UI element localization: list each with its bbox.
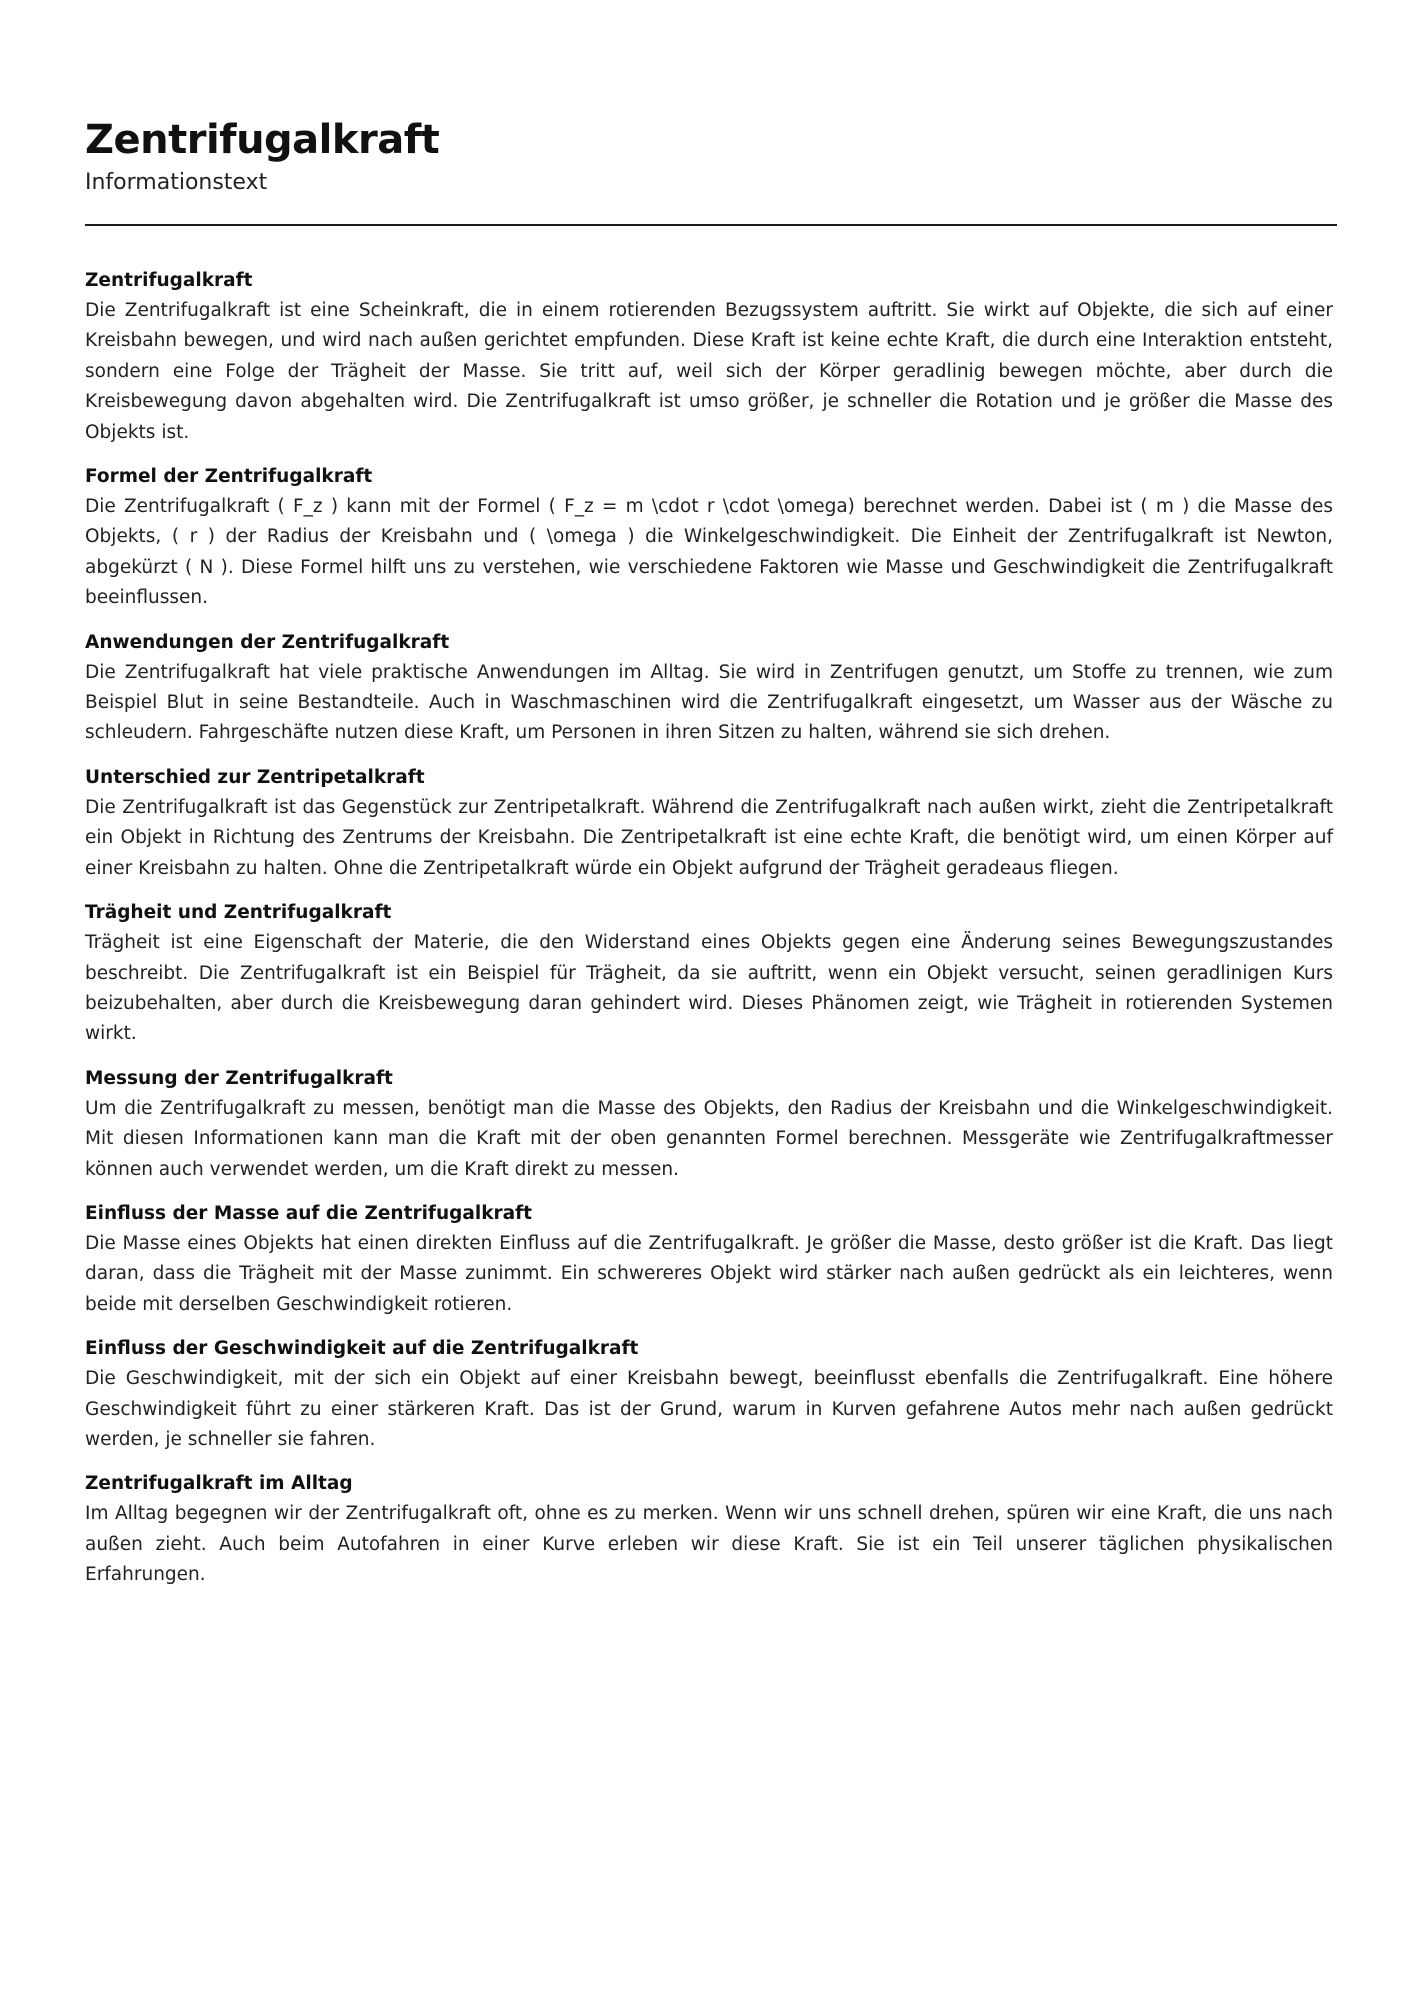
section-einfluss-geschwindigkeit <box>85 1334 1333 1455</box>
section-body: Die Zentrifugalkraft ist das Gegenstück zur Zentripetalkraft. Während die Zentrifugalkraft nach außen wirkt, zieht die Zentripetalkraft ein Objekt in Richtung des Zentrums der Kreisbahn. Die Zentripetalkraft ist eine echte Kraft, die benötigt wird, um einen Körper auf einer Kreisbahn zu halten. Ohne die Zentripetalkraft würde ein Objekt aufgrund der Trägheit geradeaus fliegen. <box>85 796 1333 879</box>
section-messung <box>85 1064 1333 1185</box>
section-einfluss-masse <box>85 1199 1333 1320</box>
title-divider <box>85 224 1337 226</box>
document-subtitle: Informationstext <box>85 170 268 195</box>
section-heading: Trägheit und Zentrifugalkraft <box>85 902 392 924</box>
section-body: Die Zentrifugalkraft hat viele praktische Anwendungen im Alltag. Sie wird in Zentrifugen genutzt, um Stoffe zu trennen, wie zum Beispiel Blut in seine Bestandteile. Auch in Waschmaschinen wird die Zentrifugalkraft eingesetzt, um Wasser aus der Wäsche zu schleudern. Fahrgeschäfte nutzen diese Kraft, um Personen in ihren Sitzen zu halten, während sie sich drehen. <box>85 661 1333 744</box>
section-body: Die Zentrifugalkraft ( F_z ) kann mit der Formel ( F_z = m \cdot r \cdot \omega) berechnet werden. Dabei ist ( m ) die Masse des Objekts, ( r ) der Radius der Kreisbahn und ( \omega ) die Winkelgeschwindigkeit. Die Einheit der Zentrifugalkraft ist Newton, abgekürzt ( N ). Diese Formel hilft uns zu verstehen, wie verschiedene Faktoren wie Masse und Geschwindigkeit die Zentrifugalkraft beeinflussen. <box>85 496 1333 609</box>
section-body: Um die Zentrifugalkraft zu messen, benötigt man die Masse des Objekts, den Radius der Kreisbahn und die Winkelgeschwindigkeit. Mit diesen Informationen kann man die Kraft mit der oben genannten Formel berechnen. Messgeräte wie Zentrifugalkraftmesser können auch verwendet werden, um die Kraft direkt zu messen. <box>85 1097 1333 1180</box>
section-heading: Einfluss der Masse auf die Zentrifugalkraft <box>85 1202 532 1224</box>
document-title: Zentrifugalkraft <box>85 117 440 163</box>
section-unterschied <box>85 763 1333 884</box>
section-heading: Messung der Zentrifugalkraft <box>85 1067 393 1089</box>
section-heading: Zentrifugalkraft im Alltag <box>85 1473 353 1495</box>
sections-container <box>85 266 1333 1591</box>
section-heading: Einfluss der Geschwindigkeit auf die Zentrifugalkraft <box>85 1338 639 1360</box>
section-body: Die Masse eines Objekts hat einen direkten Einfluss auf die Zentrifugalkraft. Je größer die Masse, desto größer ist die Kraft. Das liegt daran, dass die Trägheit mit der Masse zunimmt. Ein schwereres Objekt wird stärker nach außen gedrückt als ein leichteres, wenn beide mit derselben Geschwindigkeit rotieren. <box>85 1232 1333 1315</box>
section-body: Die Geschwindigkeit, mit der sich ein Objekt auf einer Kreisbahn bewegt, beeinflusst ebenfalls die Zentrifugalkraft. Eine höhere Geschwindigkeit führt zu einer stärkeren Kraft. Das ist der Grund, warum in Kurven gefahrene Autos mehr nach außen gedrückt werden, je schneller sie fahren. <box>85 1368 1333 1450</box>
section-heading: Formel der Zentrifugalkraft <box>85 466 373 488</box>
section-alltag <box>85 1469 1333 1590</box>
section-formel <box>85 462 1333 614</box>
section-body: Im Alltag begegnen wir der Zentrifugalkraft oft, ohne es zu merken. Wenn wir uns schnell drehen, spüren wir eine Kraft, die uns nach außen zieht. Auch beim Autofahren in einer Kurve erleben wir diese Kraft. Sie ist ein Teil unserer täglichen physikalischen Erfahrungen. <box>85 1503 1333 1586</box>
document-page <box>85 116 1333 1605</box>
section-body: Trägheit ist eine Eigenschaft der Materie, die den Widerstand eines Objekts gegen eine Änderung seines Bewegungszustandes beschreibt. Die Zentrifugalkraft ist ein Beispiel für Trägheit, da sie auftritt, wenn ein Objekt versucht, seinen geradlinigen Kurs beizubehalten, aber durch die Kreisbewegung daran gehindert wird. Dieses Phänomen zeigt, wie Trägheit in rotierenden Systemen wirkt. <box>85 932 1333 1045</box>
section-traegheit <box>85 898 1333 1050</box>
section-zentrifugalkraft <box>85 266 1333 448</box>
section-body: Die Zentrifugalkraft ist eine Scheinkraft, die in einem rotierenden Bezugssystem auftritt. Sie wirkt auf Objekte, die sich auf einer Kreisbahn bewegen, und wird nach außen gerichtet empfunden. Diese Kraft ist keine echte Kraft, die durch eine Interaktion entsteht, sondern eine Folge der Trägheit der Masse. Sie tritt auf, weil sich der Körper geradlinig bewegen möchte, aber durch die Kreisbewegung davon abgehalten wird. Die Zentrifugalkraft ist umso größer, je schneller die Rotation und je größer die Masse des Objekts ist. <box>85 300 1333 443</box>
section-heading: Anwendungen der Zentrifugalkraft <box>85 631 450 653</box>
section-heading: Unterschied zur Zentripetalkraft <box>85 766 425 788</box>
section-anwendungen <box>85 628 1333 749</box>
section-heading: Zentrifugalkraft <box>85 270 253 291</box>
